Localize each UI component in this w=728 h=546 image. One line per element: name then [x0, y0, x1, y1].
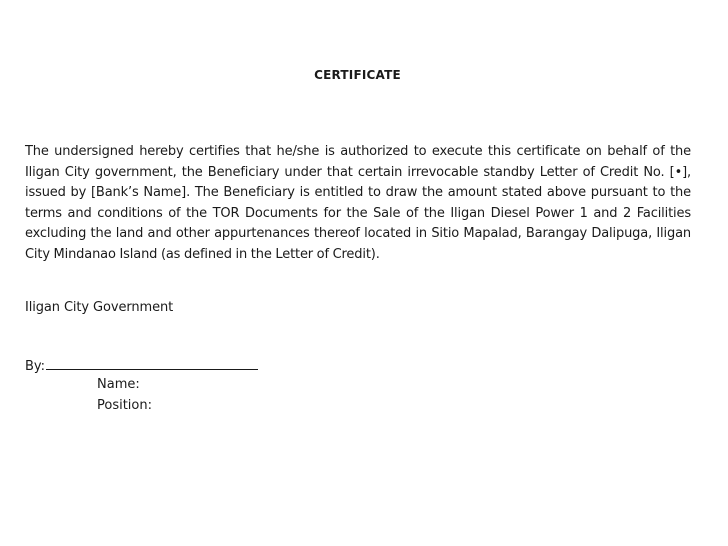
position-label: Position:: [97, 398, 152, 413]
signature-rule: [46, 356, 258, 370]
by-label: By:: [25, 359, 46, 374]
certificate-body: The undersigned hereby certifies that he/she is authorized to execute this certificate on behalf of the Iligan City government, the Beneficiary under that certain irrevocable standby Letter of Credit No. [•], issued by [Bank’s Name]. The Beneficiary is entitled to draw the amount stated above pursuant to the terms and conditions of the TOR Documents for the Sale of the Iligan Diesel Power 1 and 2 Facilities excluding the land and other appurtenances thereof located in Sitio Mapalad, Barangay Dalipuga, Iligan City Mindanao Island (as defined in the Letter of Credit).: [25, 144, 691, 262]
issuing-organization: Iligan City Government: [25, 300, 174, 315]
document-title: CERTIFICATE: [314, 68, 401, 82]
name-label: Name:: [97, 377, 140, 392]
signature-by-line: [25, 356, 258, 377]
